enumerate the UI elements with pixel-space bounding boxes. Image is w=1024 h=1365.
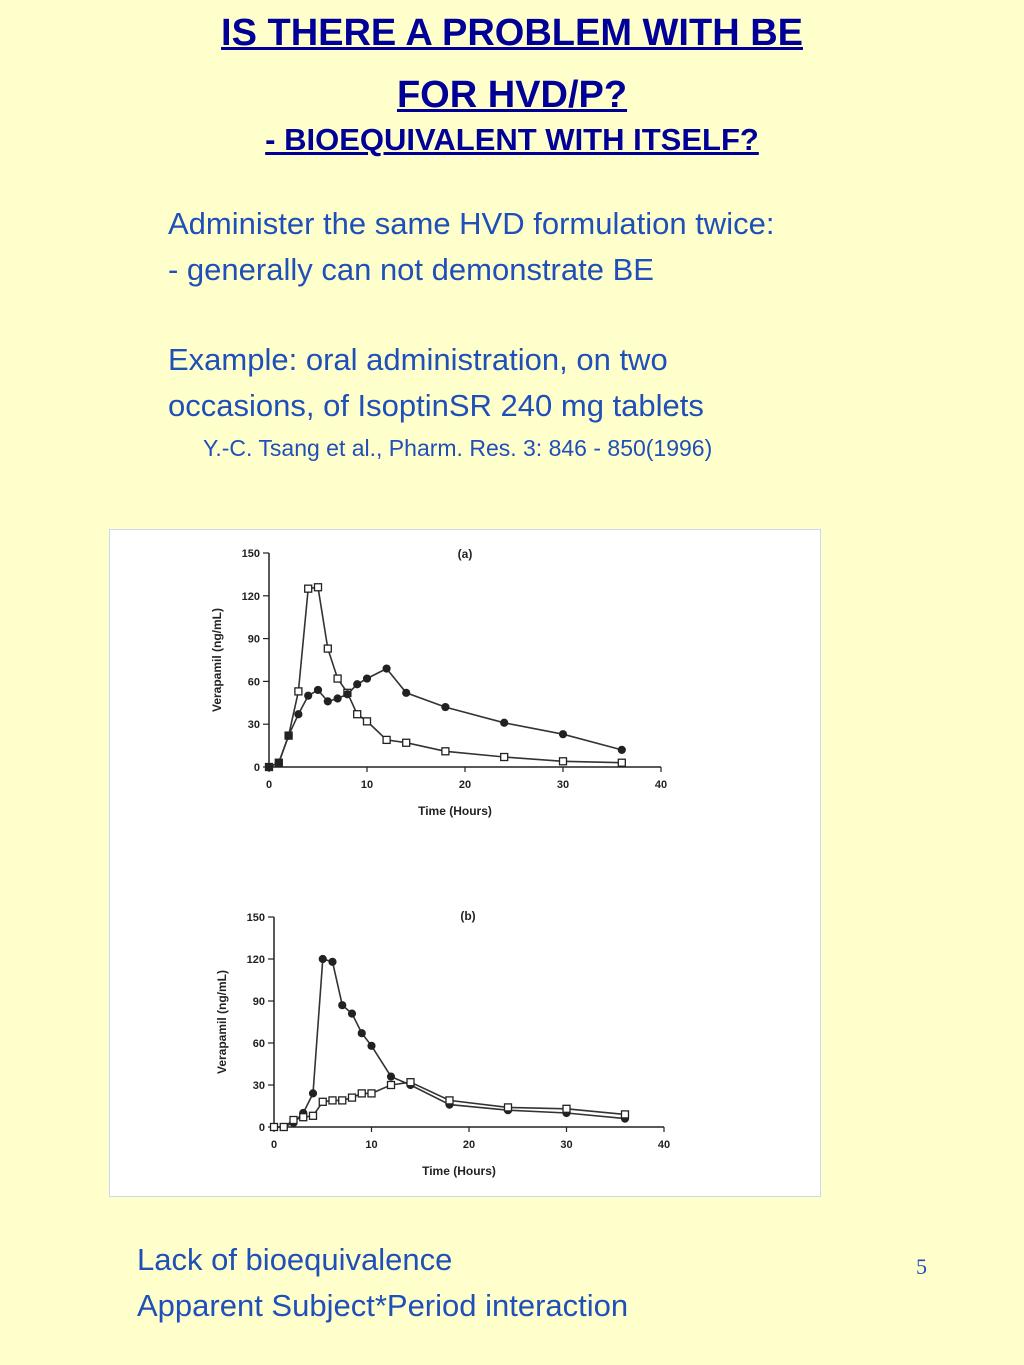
chart-a-series-1-point — [295, 688, 302, 695]
body-line-example: Example: oral administration, on two — [168, 342, 668, 377]
chart-a-series-2-point — [559, 731, 566, 738]
footer-line-lack-of-be: Lack of bioequivalence — [137, 1242, 453, 1277]
chart-a-series-2-point — [275, 759, 282, 766]
chart-a-series-1-point — [560, 758, 567, 765]
chart-b-x-tick-label: 40 — [657, 1139, 671, 1151]
chart-a-y-tick-label: 90 — [247, 633, 260, 646]
body-line-cannot-demonstrate: - generally can not demonstrate BE — [168, 252, 654, 287]
chart-b-x-axis-label: Time (Hours) — [422, 1164, 496, 1178]
chart-b-series-1-point — [319, 955, 326, 962]
chart-a-y-tick-label: 120 — [241, 590, 260, 603]
chart-b-series-2-point — [407, 1079, 414, 1086]
chart-a-series-1-point — [442, 748, 449, 755]
chart-a-y-axis-label: Verapamil (ng/mL) — [210, 607, 224, 713]
chart-a-y-tick-label: 0 — [253, 762, 260, 774]
slide-title-line2: FOR HVD/P? — [396, 74, 628, 116]
chart-b-series-2-point — [300, 1114, 307, 1121]
chart-a-series-1-point — [618, 759, 625, 766]
chart-a-series-2-point — [618, 746, 625, 753]
verapamil-charts — [110, 530, 820, 1196]
chart-b-series-2-point — [329, 1097, 336, 1104]
chart-b-series-2-point — [622, 1111, 629, 1118]
chart-b-series-2-point — [349, 1094, 356, 1101]
chart-a-series-1-point — [383, 736, 390, 743]
body-line-administer: Administer the same HVD formulation twice: — [168, 206, 775, 241]
chart-b-series-1-point — [387, 1073, 394, 1080]
chart-b-x-tick-label: 30 — [560, 1139, 573, 1151]
chart-b-series-1-point — [368, 1042, 375, 1049]
chart-a-series-1-point — [305, 585, 312, 592]
chart-b-y-tick-label: 90 — [252, 996, 265, 1008]
chart-b-y-tick-label: 150 — [246, 912, 265, 924]
chart-a-y-tick-label: 30 — [247, 719, 260, 732]
chart-b-series-1-point — [309, 1090, 316, 1097]
chart-a-series-1-point — [501, 754, 508, 761]
chart-a-series-2-point — [442, 703, 449, 710]
chart-a-series-2-point — [383, 665, 390, 672]
chart-a-series-2-point — [265, 763, 272, 770]
chart-a-series-2-point — [324, 698, 331, 705]
footer-line-interaction: Apparent Subject*Period interaction — [137, 1288, 629, 1323]
chart-b-series-1-point — [339, 1002, 346, 1009]
chart-b-y-axis-label: Verapamil (ng/mL) — [215, 969, 229, 1075]
chart-a-series-2-point — [334, 695, 341, 702]
chart-a-y-tick-label: 60 — [247, 676, 260, 689]
figure-panel — [109, 529, 821, 1197]
citation: Y.-C. Tsang et al., Pharm. Res. 3: 846 - 850(1996) — [203, 435, 713, 461]
chart-b-series-2-point — [290, 1117, 297, 1124]
chart-a-x-axis-label: Time (Hours) — [418, 804, 492, 818]
chart-a-series-2-point — [305, 692, 312, 699]
chart-a-series-2-point — [344, 691, 351, 698]
chart-b-series-2-point — [358, 1090, 365, 1097]
chart-a-series-1-point — [334, 675, 341, 682]
chart-a-series-2-point — [295, 711, 302, 718]
chart-a-series-2-point — [363, 675, 370, 682]
chart-b-series-1-point — [329, 958, 336, 965]
chart-b-series-2-point — [280, 1124, 287, 1131]
chart-a-x-tick-label: 20 — [458, 779, 472, 791]
chart-b-series-1-point — [358, 1030, 365, 1037]
chart-a-series-2-point — [285, 732, 292, 739]
chart-a-series-2-point — [354, 681, 361, 688]
chart-a-series-2-point — [314, 686, 321, 693]
chart-a-series-2-point — [403, 689, 410, 696]
chart-a-panel-label: (a) — [457, 547, 473, 561]
chart-b-series-2-point — [339, 1097, 346, 1104]
chart-b-series-2-point — [388, 1082, 395, 1089]
chart-a-series-1-point — [324, 645, 331, 652]
chart-b-series-2-point — [563, 1105, 570, 1112]
chart-b-series-2-point — [446, 1097, 453, 1104]
chart-a-series-2-point — [501, 719, 508, 726]
chart-a-x-tick-label: 10 — [360, 779, 374, 791]
chart-a-x-tick-label: 30 — [556, 779, 570, 791]
slide-subtitle: - BIOEQUIVALENT WITH ITSELF? — [265, 122, 759, 157]
chart-b-x-tick-label: 10 — [365, 1139, 378, 1151]
chart-a-y-tick-label: 150 — [241, 548, 260, 560]
chart-b-series-2-point — [319, 1098, 326, 1105]
chart-b-x-tick-label: 20 — [462, 1139, 476, 1151]
chart-b-x-tick-label: 0 — [270, 1139, 278, 1151]
chart-b-series-1-point — [348, 1010, 355, 1017]
chart-a-series-1-point — [403, 739, 410, 746]
chart-b-y-tick-label: 30 — [252, 1080, 265, 1092]
chart-a-x-tick-label: 0 — [265, 779, 273, 791]
chart-a-series-1-point — [364, 718, 371, 725]
chart-b-series-2-point — [505, 1104, 512, 1111]
chart-b-series-2-point — [368, 1090, 375, 1097]
slide-number: 5 — [916, 1254, 927, 1279]
slide-title-line1: IS THERE A PROBLEM WITH BE — [221, 12, 803, 54]
chart-b-series-2-point — [310, 1112, 317, 1119]
chart-a-x-tick-label: 40 — [654, 779, 668, 791]
chart-b-y-tick-label: 120 — [246, 954, 265, 966]
chart-a-series-1-point — [354, 711, 361, 718]
chart-b-series-2-point — [271, 1124, 278, 1131]
chart-b-panel-label: (b) — [460, 909, 476, 923]
chart-b-y-tick-label: 0 — [258, 1122, 265, 1134]
body-line-occasions: occasions, of IsoptinSR 240 mg tablets — [168, 388, 704, 423]
chart-a-series-1-line — [269, 587, 622, 767]
chart-b-y-tick-label: 60 — [252, 1038, 265, 1050]
chart-a-series-1-point — [315, 584, 322, 591]
